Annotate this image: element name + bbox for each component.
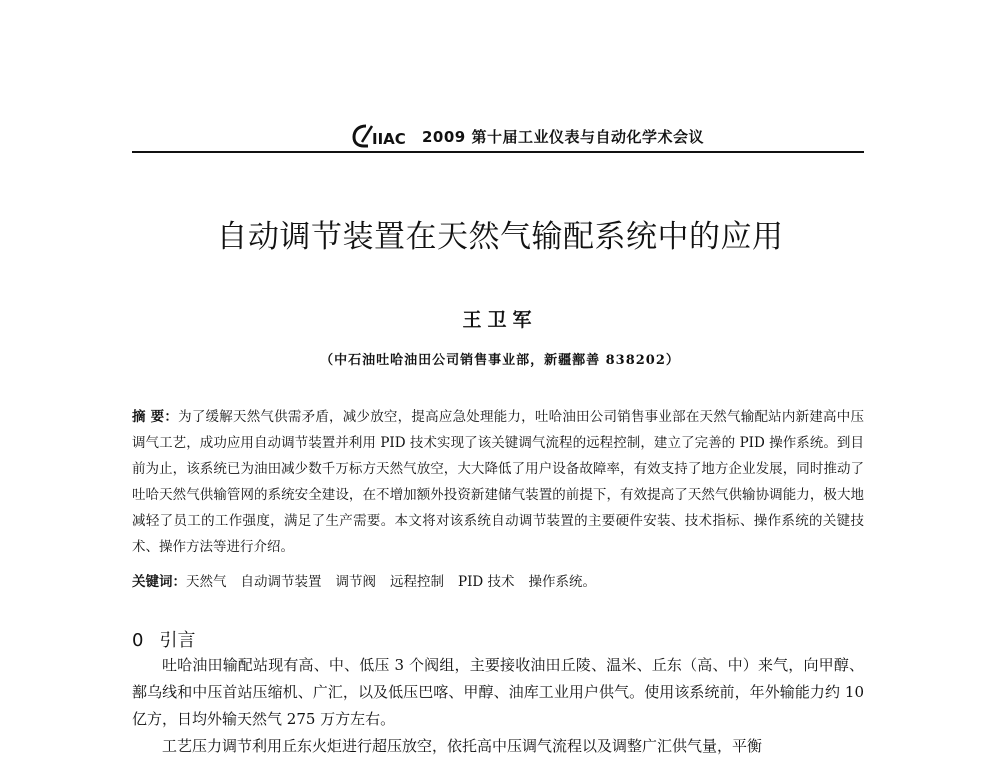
conference-logo-icon [352, 122, 414, 148]
running-header [132, 118, 864, 152]
keyword: 远程控制 [390, 574, 444, 590]
keyword: 自动调节装置 [240, 574, 322, 590]
keyword: 操作系统。 [528, 574, 597, 590]
paper-author: 王卫军 [462, 309, 538, 331]
keyword: 天然气 [186, 574, 227, 590]
author-affiliation: （中石油吐哈油田公司销售事业部，新疆鄯善 838202） [320, 353, 680, 368]
keyword: PID 技术 [458, 574, 515, 590]
section-heading [132, 626, 195, 652]
keyword: 调节阀 [335, 574, 376, 590]
conference-name: 2009 第十届工业仪表与自动化学术会议 [422, 128, 704, 146]
section-title: 引言 [159, 630, 196, 651]
section-body [132, 652, 864, 760]
header-divider [132, 151, 864, 153]
abstract-label: 摘 要： [132, 409, 179, 425]
body-paragraph: 工艺压力调节利用丘东火炬进行超压放空，依托高中压调气流程以及调整广汇供气量，平衡 [162, 737, 763, 755]
abstract-text: 为了缓解天然气供需矛盾，减少放空，提高应急处理能力，吐哈油田公司销售事业部在天然气输配站内新建高中压调气工艺，成功应用自动调节装置并利用 PID 技术实现了该关键调气流程的远程控制，建立了完善的 PID 操作系统。到目前为止，该系统已为油田减少数千万标方天然气放空，大大降低了用户设备故障率，有效支持了地方企业发展，同时推动了吐哈天然气供输管网的系统安全建设，在不增加额外投资新建储气装置的前提下，有效提高了天然气供输协调能力，极大地减轻了员工的工作强度，满足了生产需要。本文将对该系统自动调节装置的主要硬件安装、技术指标、操作系统的关键技术、操作方法等进行介绍。 [132, 409, 864, 555]
section-number: 0 [132, 630, 144, 651]
paper-title: 自动调节装置在天然气输配系统中的应用 [216, 219, 784, 255]
abstract [132, 404, 864, 560]
keywords [132, 569, 864, 595]
keywords-label: 关键词： [132, 574, 186, 590]
svg-text:IIAC: IIAC [372, 130, 406, 148]
body-paragraph: 吐哈油田输配站现有高、中、低压 3 个阀组，主要接收油田丘陵、温米、丘东（高、中）来气，向甲醇、鄯乌线和中压首站压缩机、广汇，以及低压巴喀、甲醇、油库工业用户供气。使用该系统前，年外输能力约 10 亿方，日均外输天然气 275 万方左右。 [132, 656, 864, 728]
